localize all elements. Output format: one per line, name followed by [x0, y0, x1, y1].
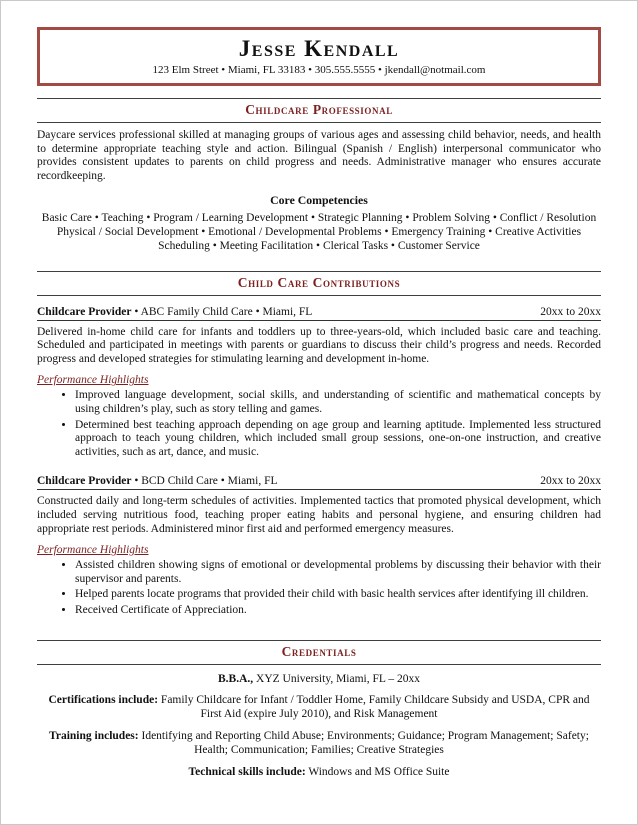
training-text: Identifying and Reporting Child Abuse; Environments; Guidance; Program Management; Safety; Health; Communication; Families; Creative Strategies — [138, 729, 589, 756]
core-competencies-title: Core Competencies — [270, 192, 368, 207]
job-description: Delivered in-home child care for infants and toddlers up to three-years-old, which included basic care and teaching. Scheduled and participated in meetings with parents or guardians to discuss their child’s progress and needs. Recorded progress and developed strategies for stimulating learning and development in-home. — [37, 325, 601, 365]
technical-skills-label: Technical skills include: — [188, 765, 306, 778]
competency-line: Basic Care • Teaching • Program / Learning Development • Strategic Planning • Problem Solving • Conflict / Resolution — [41, 211, 597, 224]
contact-line: 123 Elm Street • Miami, FL 33183 • 305.555.5555 • jkendall@notmail.com — [152, 64, 486, 77]
job-title-line — [37, 475, 278, 487]
technical-skills-line — [37, 766, 601, 780]
highlight-item: • Determined best teaching approach depending on age group and learning aptitude. Implemented less structured approach to teach young children, which included small group sessions, one-on-one instruction, and creative activities, such as art, dance, and music. — [75, 419, 601, 460]
training-line — [37, 730, 601, 758]
experience-section-title: Child Care Contributions — [37, 271, 601, 296]
job-entry — [37, 306, 601, 460]
summary-paragraph: Daycare services professional skilled at managing groups of various ages and assessing child behavior, needs, and health to determine appropriate teaching style and action. Bilingual (Spanish / English) interpersonal communicator who provides consistent updates to parents on child progress and needs. Administrative manager who ensures accurate recordkeeping. — [37, 129, 601, 183]
job-company-location: • ABC Family Child Care • Miami, FL — [131, 305, 313, 318]
certifications-text: Family Childcare for Infant / Toddler Home, Family Childcare Subsidy and USDA, CPR and First Aid (expire July 2010), and Risk Management — [158, 694, 590, 721]
job-description: Constructed daily and long-term schedules of activities. Implemented tactics that promoted physical development, which included serving nutritious food, teaching proper eating habits and personal hygiene, and ensuring children had appropriate rest periods. Administered minor first aid and performed emergency measures. — [37, 495, 601, 535]
competency-line: Scheduling • Meeting Facilitation • Clerical Tasks • Customer Service — [158, 239, 480, 252]
certifications-line — [37, 694, 601, 722]
training-label: Training includes: — [49, 729, 139, 742]
performance-highlights-title: Performance Highlights — [37, 544, 149, 557]
highlight-item: • Assisted children showing signs of emotional or developmental problems by discussing their behavior with their supervisor and parents. — [75, 559, 601, 586]
credentials-section-title: Credentials — [37, 640, 601, 665]
education-line — [37, 673, 601, 687]
job-role: Childcare Provider — [37, 475, 132, 488]
summary-section-title: Childcare Professional — [37, 98, 601, 123]
header — [37, 27, 601, 86]
performance-highlights-title: Performance Highlights — [37, 374, 149, 387]
job-header — [37, 306, 601, 321]
job-dates: 20xx to 20xx — [540, 305, 601, 318]
education-details: XYZ University, Miami, FL – 20xx — [253, 672, 420, 685]
technical-skills-text: Windows and MS Office Suite — [305, 765, 450, 778]
degree: B.B.A., — [217, 672, 254, 685]
job-highlights-list — [59, 389, 601, 459]
job-entry — [37, 475, 601, 617]
job-header — [37, 475, 601, 490]
job-role: Childcare Provider — [37, 305, 132, 318]
candidate-name: Jesse Kendall — [238, 36, 400, 61]
highlight-item: • Improved language development, social skills, and understanding of scientific and mathematical concepts by using children’s play, such as story telling and games. — [75, 389, 601, 416]
competency-line: Physical / Social Development • Emotional / Developmental Problems • Emergency Training • Creative Activities — [56, 225, 582, 238]
job-company-location: • BCD Child Care • Miami, FL — [131, 475, 278, 488]
certifications-label: Certifications include: — [48, 694, 159, 707]
highlight-item: • Helped parents locate programs that provided their child with basic health services after identifying ill children. — [75, 588, 601, 602]
job-title-line — [37, 306, 312, 318]
highlight-item: • Received Certificate of Appreciation. — [75, 604, 601, 618]
job-dates: 20xx to 20xx — [540, 475, 601, 488]
job-highlights-list — [59, 559, 601, 617]
